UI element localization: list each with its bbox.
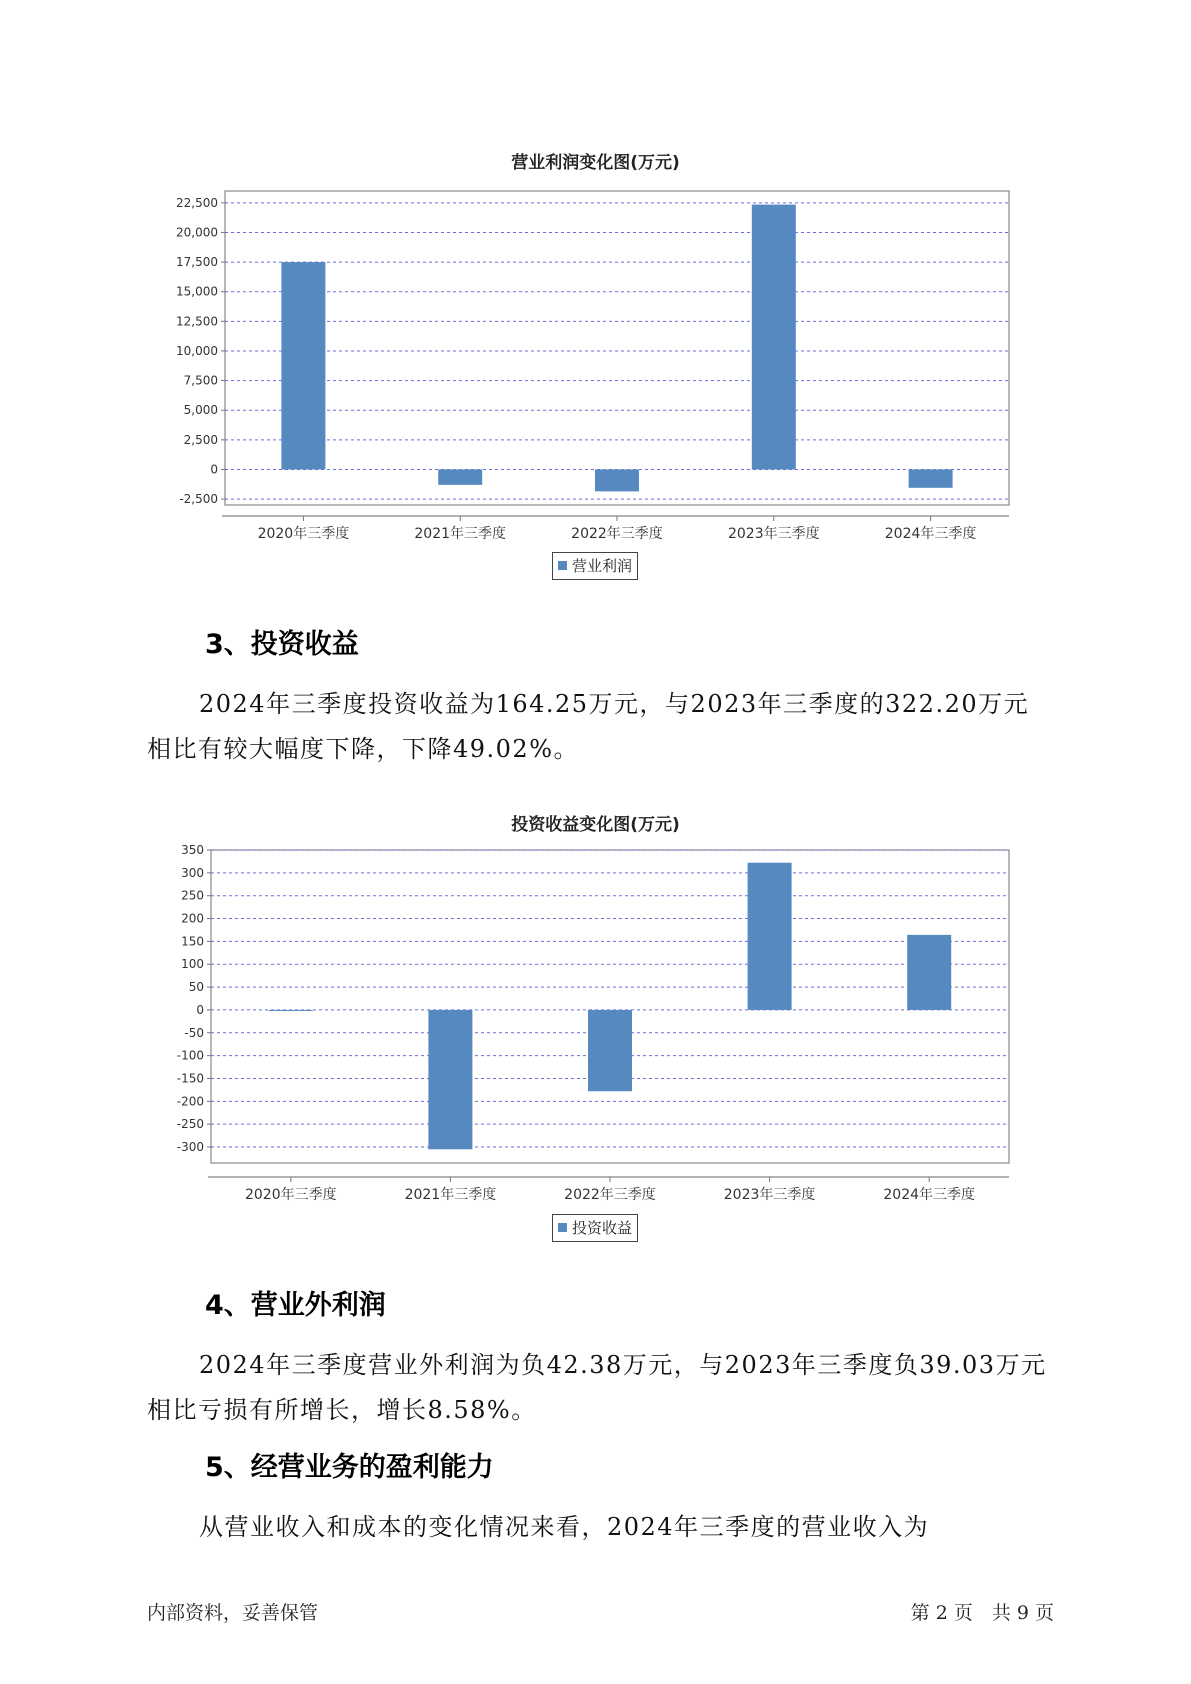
y-tick-label: 100 — [181, 957, 204, 972]
section4-paragraph: 2024年三季度营业外利润为负42.38万元，与2023年三季度负39.03万元相比亏损有所增长，增长8.58%。 — [147, 1351, 1047, 1424]
y-tick-label: 0 — [210, 462, 218, 477]
y-tick-label: 50 — [188, 980, 204, 995]
bar — [269, 1010, 313, 1011]
legend-swatch-icon — [558, 1223, 567, 1232]
y-tick-label: 200 — [181, 911, 204, 926]
chart2-title: 投资收益变化图(万元) — [511, 815, 680, 835]
y-tick-label: 150 — [181, 934, 204, 949]
bar — [428, 1010, 472, 1149]
y-tick-label: 17,500 — [176, 255, 218, 270]
bar — [588, 1010, 632, 1091]
y-tick-label: 10,000 — [176, 343, 218, 358]
y-tick-label: 15,000 — [176, 284, 218, 299]
y-tick-label: 12,500 — [176, 314, 218, 329]
x-tick-label: 2021年三季度 — [414, 526, 507, 542]
bar — [748, 863, 792, 1010]
y-tick-label: -200 — [176, 1094, 204, 1109]
y-tick-label: 22,500 — [176, 195, 218, 210]
section3-heading: 3、投资收益 — [205, 629, 359, 660]
y-tick-label: 2,500 — [183, 432, 218, 447]
y-tick-label: -2,500 — [179, 492, 218, 507]
chart2-legend — [552, 1214, 638, 1242]
section5-heading: 5、经营业务的盈利能力 — [205, 1452, 494, 1483]
x-tick-label: 2024年三季度 — [883, 1187, 976, 1203]
x-tick-label: 2023年三季度 — [727, 526, 820, 542]
y-tick-label: 7,500 — [183, 373, 218, 388]
y-tick-label: 300 — [181, 865, 204, 880]
x-tick-label: 2021年三季度 — [404, 1187, 497, 1203]
bar — [907, 935, 951, 1010]
section3-paragraph: 2024年三季度投资收益为164.25万元，与2023年三季度的322.20万元相比有较大幅度下降，下降49.02%。 — [147, 690, 1030, 763]
footer-page-number: 第 2 页 共 9 页 — [910, 1602, 1054, 1624]
section5-paragraph: 从营业收入和成本的变化情况来看，2024年三季度的营业收入为 — [199, 1513, 930, 1541]
y-tick-label: -50 — [184, 1025, 204, 1040]
chart1-legend-label: 营业利润 — [572, 557, 633, 575]
y-tick-label: 0 — [196, 1002, 204, 1017]
y-tick-label: -150 — [176, 1071, 204, 1086]
y-tick-label: -250 — [176, 1117, 204, 1132]
x-tick-label: 2023年三季度 — [723, 1187, 816, 1203]
x-tick-label: 2022年三季度 — [564, 1187, 656, 1203]
x-tick-label: 2020年三季度 — [257, 526, 350, 542]
y-tick-label: -300 — [176, 1140, 204, 1155]
y-tick-label: -100 — [176, 1048, 204, 1063]
y-tick-label: 250 — [181, 888, 204, 903]
x-tick-label: 2020年三季度 — [244, 1187, 337, 1203]
chart2-legend-label: 投资收益 — [572, 1219, 633, 1237]
footer-left: 内部资料，妥善保管 — [147, 1602, 319, 1624]
chart1-title: 营业利润变化图(万元) — [511, 153, 680, 173]
section4-heading: 4、营业外利润 — [205, 1290, 386, 1321]
y-tick-label: 5,000 — [183, 403, 218, 418]
y-tick-label: 20,000 — [176, 225, 218, 240]
y-tick-label: 350 — [181, 843, 204, 857]
plot-area — [211, 850, 1009, 1163]
x-tick-label: 2024年三季度 — [884, 526, 977, 542]
x-tick-label: 2022年三季度 — [571, 526, 663, 542]
